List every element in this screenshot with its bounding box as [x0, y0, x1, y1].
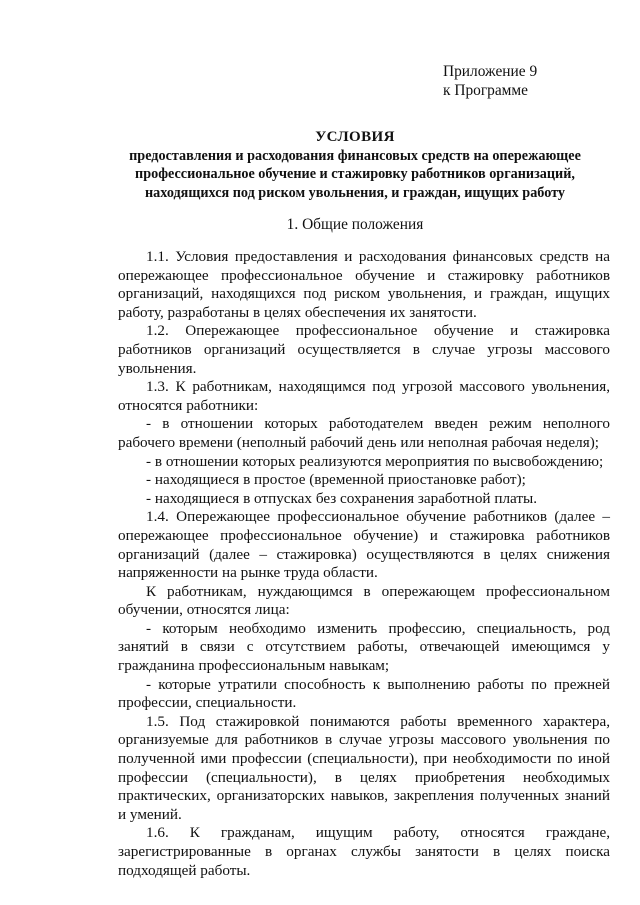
appendix-program: к Программе: [443, 82, 528, 99]
list-item: - в отношении которых работодателем введен режим неполного рабочего времени (неполный рабочий день или неполная рабочая неделя);: [118, 415, 610, 451]
body-text: [118, 248, 610, 880]
appendix-number: Приложение 9: [443, 63, 538, 80]
list-item: - которые утратили способность к выполнению работы по прежней профессии, специальности.: [118, 675, 610, 712]
paragraph-1-2: 1.2. Опережающее профессиональное обучение и стажировка работников организаций осуществляется в случае угрозы массового увольнения.: [118, 322, 610, 377]
paragraph-1-6: 1.6. К гражданам, ищущим работу, относятся граждане, зарегистрированные в органах службы занятости в целях поиска подходящей работы.: [118, 824, 610, 879]
paragraph-1-3: 1.3. К работникам, находящимся под угрозой массового увольнения, относятся работники:: [118, 378, 610, 414]
title-line-2: профессиональное обучение и стажировку работников организаций,: [135, 166, 575, 183]
title-line-3: находящихся под риском увольнения, и граждан, ищущих работу: [145, 184, 565, 201]
list-item: - находящиеся в отпусках без сохранения заработной платы.: [146, 489, 538, 507]
list-item: - находящиеся в простое (временной приостановке работ);: [146, 471, 526, 489]
list-item: - в отношении которых реализуются мероприятия по высвобождению;: [146, 452, 604, 470]
paragraph-1-1: 1.1. Условия предоставления и расходования финансовых средств на опережающее профессиональное обучение и стажировку работников организаций, находящихся под риском увольнения, и граждан, ищущих работу, разработаны в целях обеспечения их занятости.: [118, 248, 610, 321]
paragraph-1-5: 1.5. Под стажировкой понимаются работы временного характера, организуемые для работников в случае угрозы массового увольнения по полученной ими профессии (специальности), при необходимости по иной профессии (специальности), в целях приобретения необходимых практических, организаторских навыков, закрепления полученных знаний и умений.: [118, 712, 610, 823]
document-title: [100, 128, 610, 202]
paragraph-retraining-persons: К работникам, нуждающимся в опережающем профессиональном обучении, относятся лица:: [118, 582, 610, 619]
title-main: УСЛОВИЯ: [315, 129, 395, 145]
paragraph-1-4: 1.4. Опережающее профессиональное обучение работников (далее – опережающее профессиональное обучение) и стажировка работников организаций (далее – стажировка) осуществляются в целях снижения напряженности на рынке труда области.: [118, 508, 610, 582]
appendix-reference: [443, 62, 537, 100]
section-heading: 1. Общие положения: [286, 216, 424, 233]
list-item: - которым необходимо изменить профессию, специальность, род занятий в связи с отсутствием работы, отвечающей имеющимся у гражданина профессиональным навыкам;: [118, 619, 610, 675]
title-line-1: предоставления и расходования финансовых средств на опережающее: [129, 147, 581, 164]
